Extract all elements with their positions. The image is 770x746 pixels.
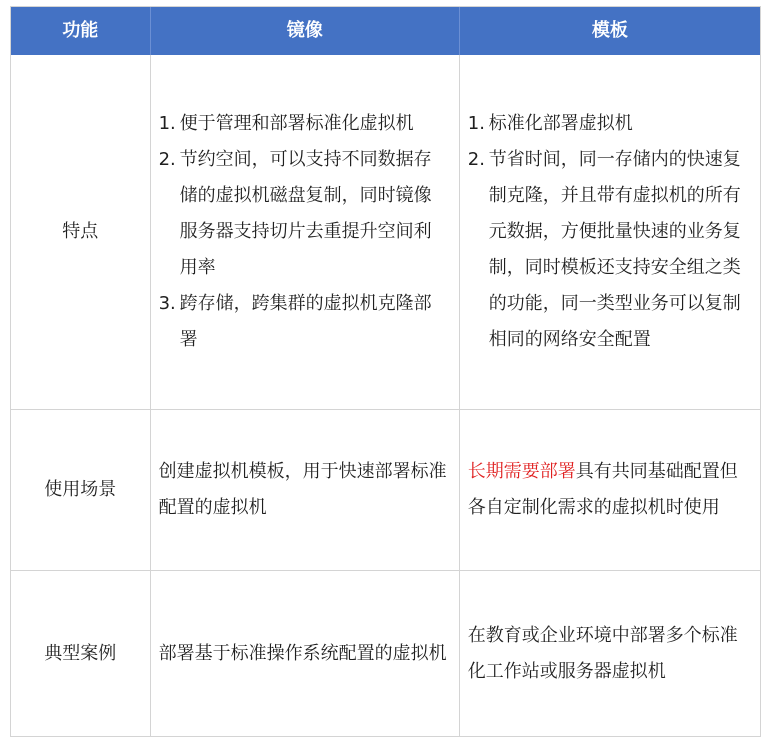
header-function: 功能 [11,7,151,55]
cases-template-cell [460,571,760,736]
comparison-table [10,6,761,737]
list-item: 3. 跨存储，跨集群的虚拟机克隆部署 [158,293,432,350]
cases-image-cell [151,571,460,736]
usage-template-paragraph [468,454,750,526]
header-template: 模板 [591,20,628,41]
row-features [11,55,760,410]
list-item: 1. 便于管理和部署标准化虚拟机 [158,113,414,134]
features-image-cell [151,55,460,409]
list-item: 1. 标准化部署虚拟机 [467,113,633,134]
row-cases [11,571,760,736]
features-template-cell [460,55,760,409]
list-item: 2. 节约空间，可以支持不同数据存储的虚拟机磁盘复制，同时镜像服务器支持切片去重提升空间利用率 [158,149,432,278]
row-usage [11,410,760,571]
usage-template-cell [460,410,760,570]
row-label-cases: 典型案例 [11,571,151,736]
cases-template-text: 在教育或企业环境中部署多个标准化工作站或服务器虚拟机 [467,624,738,682]
usage-image-text: 创建虚拟机模板，用于快速部署标准配置的虚拟机 [158,461,447,518]
usage-image-cell [151,410,460,570]
cases-image-text: 部署基于标准操作系统配置的虚拟机 [158,642,447,664]
list-item: 2. 节省时间，同一存储内的快速复制克隆，并且带有虚拟机的所有元数据，方便批量快速的业务复制，同时模板还支持安全组之类的功能，同一类型业务可以复制相同的网络安全配置 [467,149,741,350]
template-feature-list [468,106,750,358]
usage-highlight: 长期需要部署 [467,461,576,482]
row-label-features: 特点 [11,55,151,409]
header-image: 镜像 [151,7,460,55]
image-feature-list [159,106,449,358]
row-label-usage: 使用场景 [11,410,151,570]
usage-template-text: 具有共同基础配置但各自定制化需求的虚拟机时使用 [467,461,738,518]
table-header-row [11,7,760,55]
